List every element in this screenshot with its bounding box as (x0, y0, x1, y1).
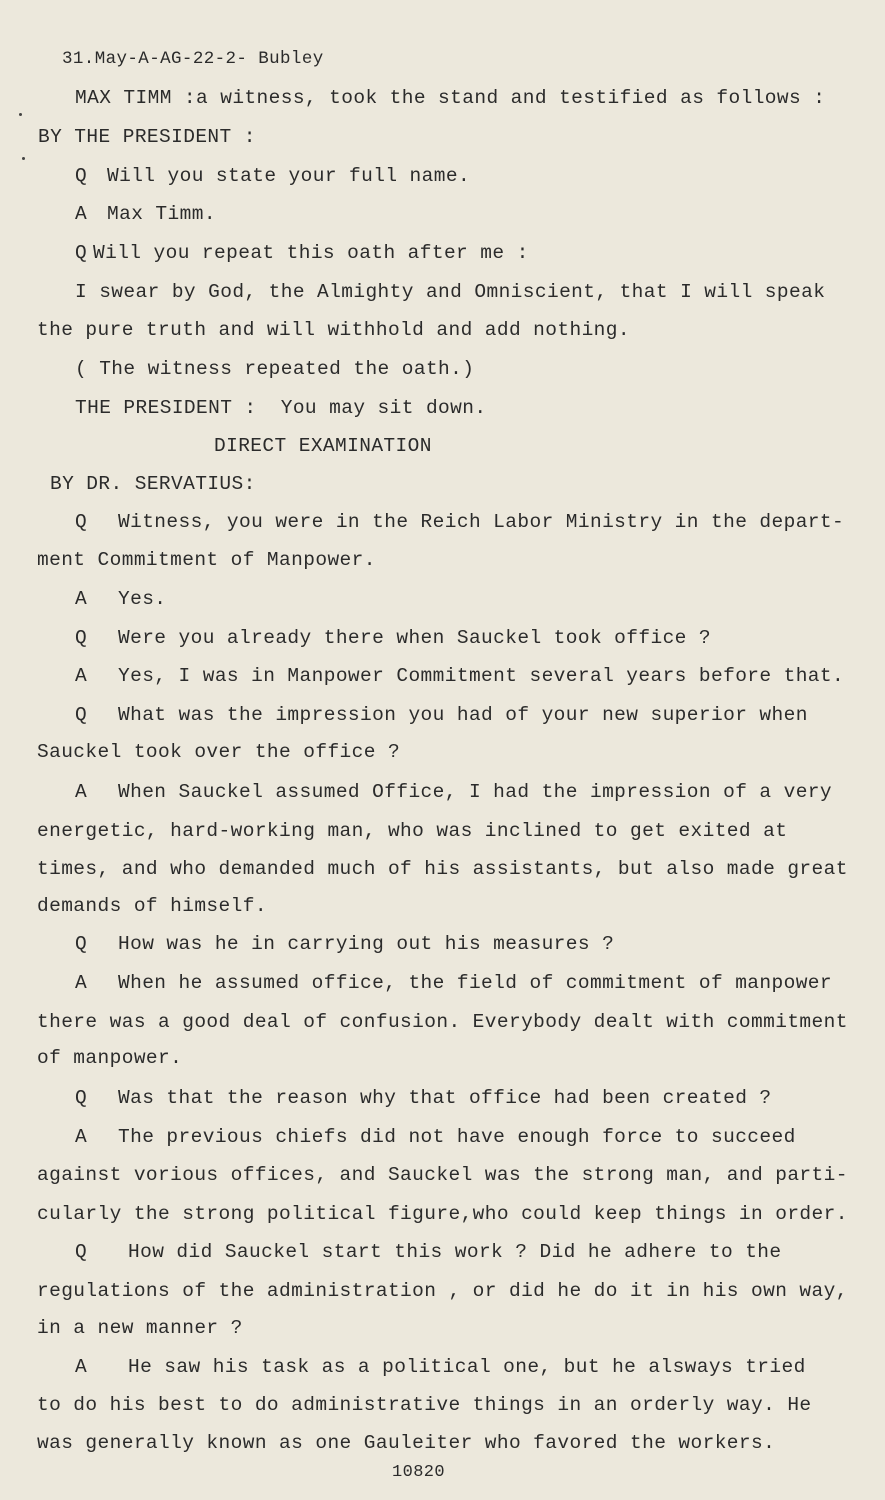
file-header: 31.May-A-AG-22-2- Bubley (62, 49, 324, 69)
answer-label: A (75, 588, 88, 610)
answer-text: of manpower. (37, 1047, 183, 1069)
answer-label: A (75, 781, 88, 803)
answer-label: A (75, 203, 88, 225)
question-text: in a new manner ? (37, 1317, 243, 1339)
answer-text: The previous chiefs did not have enough force to succeed (118, 1126, 796, 1148)
question-text: Was that the reason why that office had been created ? (118, 1087, 772, 1109)
page-number: 10820 (392, 1463, 446, 1482)
answer-text: Yes, I was in Manpower Commitment several years before that. (118, 665, 845, 687)
question-label: Q (75, 627, 88, 649)
question-text: Will you repeat this oath after me : (93, 242, 529, 264)
answer-text: energetic, hard-working man, who was inclined to get exited at (37, 820, 788, 842)
question-text: Sauckel took over the office ? (37, 741, 401, 763)
answer-text: against vorious offices, and Sauckel was the strong man, and parti- (37, 1164, 848, 1186)
answer-text: cularly the strong political figure,who could keep things in order. (37, 1203, 848, 1225)
question-text: What was the impression you had of your new superior when (118, 704, 808, 726)
oath-line: I swear by God, the Almighty and Omniscient, that I will speak (75, 281, 826, 303)
oath-line: the pure truth and will withhold and add nothing. (37, 319, 630, 341)
answer-label: A (75, 1126, 88, 1148)
answer-text: demands of himself. (37, 895, 267, 917)
answer-text: Max Timm. (107, 203, 216, 225)
question-text: ment Commitment of Manpower. (37, 549, 376, 571)
answer-text: times, and who demanded much of his assistants, but also made great (37, 858, 848, 880)
witness-intro: MAX TIMM :a witness, took the stand and testified as follows : (75, 87, 826, 109)
question-text: Witness, you were in the Reich Labor Ministry in the depart- (118, 511, 845, 533)
answer-text: When he assumed office, the field of commitment of manpower (118, 972, 833, 994)
answer-label: A (75, 1356, 88, 1378)
ink-speck (22, 157, 25, 160)
by-counsel-heading: BY DR. SERVATIUS: (50, 473, 256, 495)
answer-label: A (75, 972, 88, 994)
president-remark: THE PRESIDENT : You may sit down. (75, 397, 487, 419)
question-label: Q (75, 242, 88, 264)
question-label: Q (75, 1087, 88, 1109)
oath-note: ( The witness repeated the oath.) (75, 358, 475, 380)
answer-text: to do his best to do administrative things in an orderly way. He (37, 1394, 812, 1416)
question-label: Q (75, 1241, 88, 1263)
question-text: regulations of the administration , or did he do it in his own way, (37, 1280, 848, 1302)
question-text: How did Sauckel start this work ? Did he adhere to the (128, 1241, 782, 1263)
by-president-heading: BY THE PRESIDENT : (38, 126, 256, 148)
question-label: Q (75, 704, 88, 726)
question-text: Were you already there when Sauckel took office ? (118, 627, 711, 649)
question-label: Q (75, 933, 88, 955)
answer-text: He saw his task as a political one, but he alsways tried (128, 1356, 806, 1378)
question-label: Q (75, 511, 88, 533)
answer-text: was generally known as one Gauleiter who favored the workers. (37, 1432, 776, 1454)
section-heading: DIRECT EXAMINATION (214, 435, 432, 457)
question-label: Q (75, 165, 88, 187)
answer-text: there was a good deal of confusion. Everybody dealt with commitment (37, 1011, 848, 1033)
ink-speck (19, 113, 22, 116)
answer-text: Yes. (118, 588, 167, 610)
question-text: How was he in carrying out his measures ? (118, 933, 615, 955)
answer-text: When Sauckel assumed Office, I had the impression of a very (118, 781, 833, 803)
question-text: Will you state your full name. (107, 165, 471, 187)
answer-label: A (75, 665, 88, 687)
